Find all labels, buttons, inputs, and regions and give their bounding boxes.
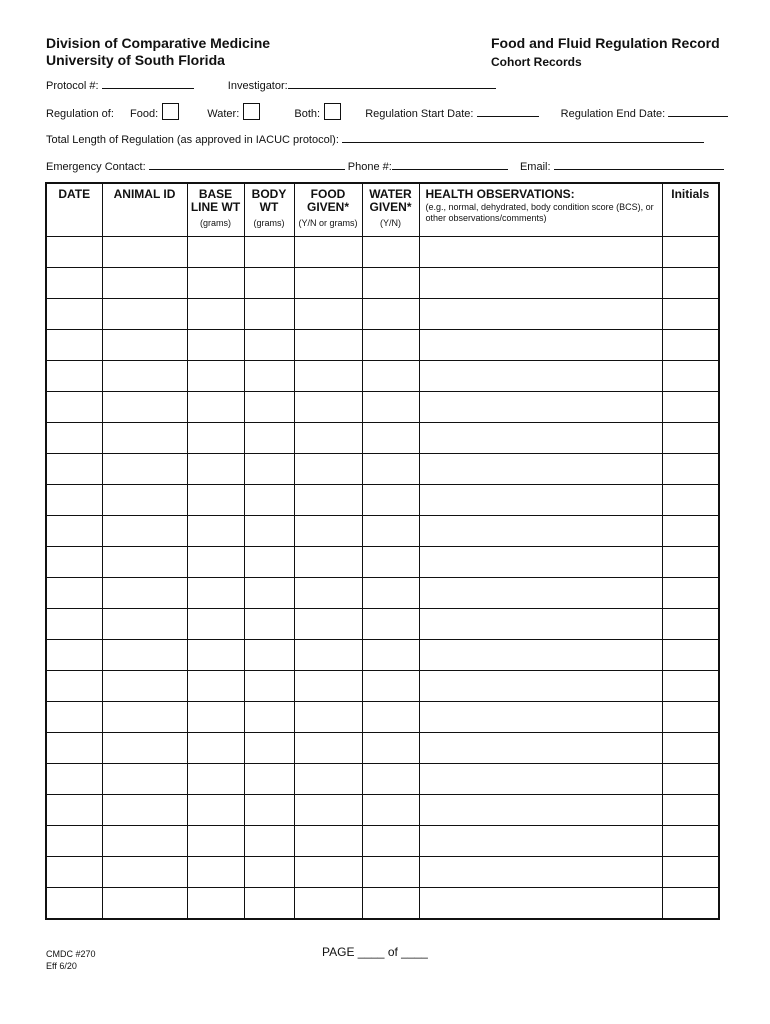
body-wt-cell[interactable] <box>244 299 294 330</box>
form-title: Food and Fluid Regulation Record <box>491 35 720 51</box>
food-given-cell[interactable] <box>294 578 362 609</box>
table-row <box>46 454 719 485</box>
protocol-line <box>46 77 496 92</box>
health-observations-cell[interactable] <box>419 888 662 920</box>
animal-id-cell[interactable] <box>102 361 187 392</box>
table-row <box>46 795 719 826</box>
date-cell[interactable] <box>46 299 102 330</box>
table-row <box>46 516 719 547</box>
health-observations-cell[interactable] <box>419 826 662 857</box>
form-number: CMDC #270 <box>46 949 96 959</box>
body-wt-cell[interactable] <box>244 857 294 888</box>
food-checkbox[interactable] <box>162 103 179 120</box>
table-row <box>46 609 719 640</box>
baseline-wt-cell[interactable] <box>187 454 244 485</box>
animal-id-cell[interactable] <box>102 454 187 485</box>
table-row <box>46 671 719 702</box>
table-row <box>46 299 719 330</box>
health-observations-cell[interactable] <box>419 361 662 392</box>
health-observations-cell[interactable] <box>419 671 662 702</box>
start-date-field[interactable] <box>477 105 539 117</box>
water-given-cell[interactable] <box>362 764 419 795</box>
water-given-cell[interactable] <box>362 454 419 485</box>
initials-cell[interactable] <box>662 516 719 547</box>
col-body-wt-header: BODY WT (grams) <box>244 183 294 237</box>
initials-cell[interactable] <box>662 609 719 640</box>
body-wt-cell[interactable] <box>244 888 294 920</box>
animal-id-cell[interactable] <box>102 795 187 826</box>
food-given-cell[interactable] <box>294 237 362 268</box>
regulation-of-label: Regulation of: <box>46 108 114 120</box>
health-observations-cell[interactable] <box>419 640 662 671</box>
water-given-cell[interactable] <box>362 516 419 547</box>
water-given-cell[interactable] <box>362 640 419 671</box>
date-cell[interactable] <box>46 857 102 888</box>
body-wt-cell[interactable] <box>244 702 294 733</box>
initials-cell[interactable] <box>662 454 719 485</box>
baseline-wt-cell[interactable] <box>187 702 244 733</box>
initials-cell[interactable] <box>662 826 719 857</box>
form-subtitle: Cohort Records <box>491 55 582 69</box>
animal-id-cell[interactable] <box>102 857 187 888</box>
food-given-cell[interactable] <box>294 361 362 392</box>
baseline-wt-cell[interactable] <box>187 423 244 454</box>
col-food-given-header: FOOD GIVEN* (Y/N or grams) <box>294 183 362 237</box>
email-field[interactable] <box>554 158 724 170</box>
col-date-header: DATE <box>46 183 102 237</box>
date-cell[interactable] <box>46 764 102 795</box>
body-wt-cell[interactable] <box>244 423 294 454</box>
baseline-wt-cell[interactable] <box>187 671 244 702</box>
emergency-contact-field[interactable] <box>149 158 345 170</box>
animal-id-cell[interactable] <box>102 547 187 578</box>
org-university: University of South Florida <box>46 52 225 68</box>
initials-cell[interactable] <box>662 299 719 330</box>
table-row <box>46 826 719 857</box>
water-given-cell[interactable] <box>362 299 419 330</box>
food-given-cell[interactable] <box>294 423 362 454</box>
health-observations-cell[interactable] <box>419 237 662 268</box>
body-wt-cell[interactable] <box>244 361 294 392</box>
health-observations-cell[interactable] <box>419 609 662 640</box>
body-wt-cell[interactable] <box>244 764 294 795</box>
initials-cell[interactable] <box>662 671 719 702</box>
health-observations-cell[interactable] <box>419 423 662 454</box>
water-given-cell[interactable] <box>362 268 419 299</box>
health-observations-cell[interactable] <box>419 516 662 547</box>
initials-cell[interactable] <box>662 392 719 423</box>
baseline-wt-cell[interactable] <box>187 640 244 671</box>
baseline-wt-cell[interactable] <box>187 392 244 423</box>
body-wt-cell[interactable] <box>244 609 294 640</box>
food-given-cell[interactable] <box>294 795 362 826</box>
date-cell[interactable] <box>46 733 102 764</box>
health-observations-cell[interactable] <box>419 795 662 826</box>
water-given-cell[interactable] <box>362 702 419 733</box>
water-given-cell[interactable] <box>362 330 419 361</box>
animal-id-cell[interactable] <box>102 268 187 299</box>
baseline-wt-cell[interactable] <box>187 547 244 578</box>
water-given-cell[interactable] <box>362 361 419 392</box>
animal-id-cell[interactable] <box>102 764 187 795</box>
date-cell[interactable] <box>46 826 102 857</box>
body-wt-cell[interactable] <box>244 454 294 485</box>
food-given-cell[interactable] <box>294 733 362 764</box>
animal-id-cell[interactable] <box>102 671 187 702</box>
date-cell[interactable] <box>46 888 102 920</box>
baseline-wt-cell[interactable] <box>187 826 244 857</box>
initials-cell[interactable] <box>662 702 719 733</box>
date-cell[interactable] <box>46 795 102 826</box>
baseline-wt-cell[interactable] <box>187 237 244 268</box>
table-row <box>46 485 719 516</box>
table-row <box>46 423 719 454</box>
health-observations-cell[interactable] <box>419 299 662 330</box>
both-label: Both: <box>294 108 321 120</box>
total-length-field[interactable] <box>342 131 704 143</box>
food-given-cell[interactable] <box>294 485 362 516</box>
health-observations-cell[interactable] <box>419 330 662 361</box>
food-given-cell[interactable] <box>294 826 362 857</box>
body-wt-cell[interactable] <box>244 671 294 702</box>
table-row <box>46 237 719 268</box>
water-given-cell[interactable] <box>362 888 419 920</box>
initials-cell[interactable] <box>662 423 719 454</box>
water-given-cell[interactable] <box>362 671 419 702</box>
table-row <box>46 733 719 764</box>
date-cell[interactable] <box>46 578 102 609</box>
food-given-cell[interactable] <box>294 764 362 795</box>
body-wt-cell[interactable] <box>244 330 294 361</box>
water-given-cell[interactable] <box>362 578 419 609</box>
date-cell[interactable] <box>46 485 102 516</box>
date-cell[interactable] <box>46 237 102 268</box>
col-water-given-header: WATER GIVEN* (Y/N) <box>362 183 419 237</box>
email-label: Email: <box>519 161 551 173</box>
phone-label: Phone #: <box>347 161 392 173</box>
date-cell[interactable] <box>46 516 102 547</box>
investigator-label: Investigator: <box>227 80 288 92</box>
animal-id-cell[interactable] <box>102 423 187 454</box>
food-label: Food: <box>130 108 159 120</box>
initials-cell[interactable] <box>662 485 719 516</box>
water-given-cell[interactable] <box>362 392 419 423</box>
baseline-wt-cell[interactable] <box>187 361 244 392</box>
date-cell[interactable] <box>46 454 102 485</box>
initials-cell[interactable] <box>662 330 719 361</box>
table-body <box>46 237 719 920</box>
col-baseline-wt-header: BASE LINE WT (grams) <box>187 183 244 237</box>
water-given-cell[interactable] <box>362 485 419 516</box>
health-observations-cell[interactable] <box>419 764 662 795</box>
water-given-cell[interactable] <box>362 609 419 640</box>
water-given-cell[interactable] <box>362 237 419 268</box>
baseline-wt-cell[interactable] <box>187 609 244 640</box>
protocol-field[interactable] <box>102 77 194 89</box>
total-length-line <box>46 131 704 146</box>
baseline-wt-cell[interactable] <box>187 485 244 516</box>
body-wt-cell[interactable] <box>244 578 294 609</box>
initials-cell[interactable] <box>662 361 719 392</box>
both-checkbox[interactable] <box>324 103 341 120</box>
table-row <box>46 857 719 888</box>
animal-id-cell[interactable] <box>102 237 187 268</box>
table-row <box>46 578 719 609</box>
table-row <box>46 392 719 423</box>
health-observations-cell[interactable] <box>419 547 662 578</box>
initials-cell[interactable] <box>662 547 719 578</box>
body-wt-cell[interactable] <box>244 795 294 826</box>
initials-cell[interactable] <box>662 733 719 764</box>
date-cell[interactable] <box>46 330 102 361</box>
food-given-cell[interactable] <box>294 888 362 920</box>
effective-date: Eff 6/20 <box>46 961 77 971</box>
initials-cell[interactable] <box>662 764 719 795</box>
baseline-wt-cell[interactable] <box>187 764 244 795</box>
baseline-wt-cell[interactable] <box>187 516 244 547</box>
baseline-wt-cell[interactable] <box>187 733 244 764</box>
health-observations-cell[interactable] <box>419 857 662 888</box>
animal-id-cell[interactable] <box>102 392 187 423</box>
animal-id-cell[interactable] <box>102 826 187 857</box>
water-given-cell[interactable] <box>362 733 419 764</box>
table-row <box>46 547 719 578</box>
water-given-cell[interactable] <box>362 423 419 454</box>
food-given-cell[interactable] <box>294 609 362 640</box>
animal-id-cell[interactable] <box>102 733 187 764</box>
baseline-wt-cell[interactable] <box>187 578 244 609</box>
col-health-observations-header: HEALTH OBSERVATIONS: (e.g., normal, dehydrated, body condition score (BCS), or other observations/comments) <box>419 183 662 237</box>
table-row <box>46 764 719 795</box>
date-cell[interactable] <box>46 547 102 578</box>
initials-cell[interactable] <box>662 640 719 671</box>
page-indicator: PAGE ____ of ____ <box>322 945 428 959</box>
health-observations-cell[interactable] <box>419 733 662 764</box>
body-wt-cell[interactable] <box>244 640 294 671</box>
food-given-cell[interactable] <box>294 516 362 547</box>
health-observations-cell[interactable] <box>419 702 662 733</box>
food-given-cell[interactable] <box>294 702 362 733</box>
animal-id-cell[interactable] <box>102 702 187 733</box>
date-cell[interactable] <box>46 361 102 392</box>
org-division: Division of Comparative Medicine <box>46 35 271 51</box>
body-wt-cell[interactable] <box>244 826 294 857</box>
health-observations-cell[interactable] <box>419 268 662 299</box>
health-observations-cell[interactable] <box>419 454 662 485</box>
health-observations-cell[interactable] <box>419 485 662 516</box>
body-wt-cell[interactable] <box>244 733 294 764</box>
body-wt-cell[interactable] <box>244 485 294 516</box>
date-cell[interactable] <box>46 640 102 671</box>
regulation-line <box>46 103 728 120</box>
table-row <box>46 702 719 733</box>
baseline-wt-cell[interactable] <box>187 299 244 330</box>
food-given-cell[interactable] <box>294 268 362 299</box>
water-given-cell[interactable] <box>362 547 419 578</box>
col-animal-id-header: ANIMAL ID <box>102 183 187 237</box>
initials-cell[interactable] <box>662 237 719 268</box>
food-given-cell[interactable] <box>294 671 362 702</box>
end-date-label: Regulation End Date: <box>560 108 666 120</box>
body-wt-cell[interactable] <box>244 268 294 299</box>
initials-cell[interactable] <box>662 857 719 888</box>
organization-block <box>46 35 270 69</box>
food-given-cell[interactable] <box>294 454 362 485</box>
investigator-field[interactable] <box>288 77 496 89</box>
title-block <box>491 35 720 71</box>
water-label: Water: <box>207 108 240 120</box>
body-wt-cell[interactable] <box>244 547 294 578</box>
initials-cell[interactable] <box>662 795 719 826</box>
form-id-block <box>46 948 96 972</box>
table-row <box>46 640 719 671</box>
col-initials-header: Initials <box>662 183 719 237</box>
baseline-wt-cell[interactable] <box>187 857 244 888</box>
contact-line <box>46 158 724 173</box>
water-given-cell[interactable] <box>362 857 419 888</box>
initials-cell[interactable] <box>662 578 719 609</box>
total-length-label: Total Length of Regulation (as approved in IACUC protocol): <box>46 134 339 146</box>
food-given-cell[interactable] <box>294 857 362 888</box>
food-given-cell[interactable] <box>294 330 362 361</box>
food-given-cell[interactable] <box>294 392 362 423</box>
table-row <box>46 888 719 920</box>
health-observations-cell[interactable] <box>419 578 662 609</box>
animal-id-cell[interactable] <box>102 485 187 516</box>
date-cell[interactable] <box>46 671 102 702</box>
body-wt-cell[interactable] <box>244 237 294 268</box>
table-header-row <box>46 183 719 237</box>
emergency-contact-label: Emergency Contact: <box>46 161 146 173</box>
date-cell[interactable] <box>46 392 102 423</box>
food-given-cell[interactable] <box>294 299 362 330</box>
table-row <box>46 268 719 299</box>
health-observations-cell[interactable] <box>419 392 662 423</box>
baseline-wt-cell[interactable] <box>187 330 244 361</box>
water-given-cell[interactable] <box>362 826 419 857</box>
water-given-cell[interactable] <box>362 795 419 826</box>
body-wt-cell[interactable] <box>244 516 294 547</box>
initials-cell[interactable] <box>662 268 719 299</box>
water-checkbox[interactable] <box>243 103 260 120</box>
animal-id-cell[interactable] <box>102 888 187 920</box>
date-cell[interactable] <box>46 609 102 640</box>
end-date-field[interactable] <box>668 105 728 117</box>
body-wt-cell[interactable] <box>244 392 294 423</box>
animal-id-cell[interactable] <box>102 516 187 547</box>
initials-cell[interactable] <box>662 888 719 920</box>
animal-id-cell[interactable] <box>102 578 187 609</box>
cohort-records-table <box>45 182 720 920</box>
food-given-cell[interactable] <box>294 547 362 578</box>
date-cell[interactable] <box>46 268 102 299</box>
baseline-wt-cell[interactable] <box>187 268 244 299</box>
phone-field[interactable] <box>392 158 508 170</box>
animal-id-cell[interactable] <box>102 640 187 671</box>
food-given-cell[interactable] <box>294 640 362 671</box>
animal-id-cell[interactable] <box>102 299 187 330</box>
table-row <box>46 361 719 392</box>
baseline-wt-cell[interactable] <box>187 795 244 826</box>
baseline-wt-cell[interactable] <box>187 888 244 920</box>
date-cell[interactable] <box>46 423 102 454</box>
animal-id-cell[interactable] <box>102 330 187 361</box>
table-row <box>46 330 719 361</box>
protocol-label: Protocol #: <box>46 80 99 92</box>
date-cell[interactable] <box>46 702 102 733</box>
start-date-label: Regulation Start Date: <box>365 108 474 120</box>
animal-id-cell[interactable] <box>102 609 187 640</box>
